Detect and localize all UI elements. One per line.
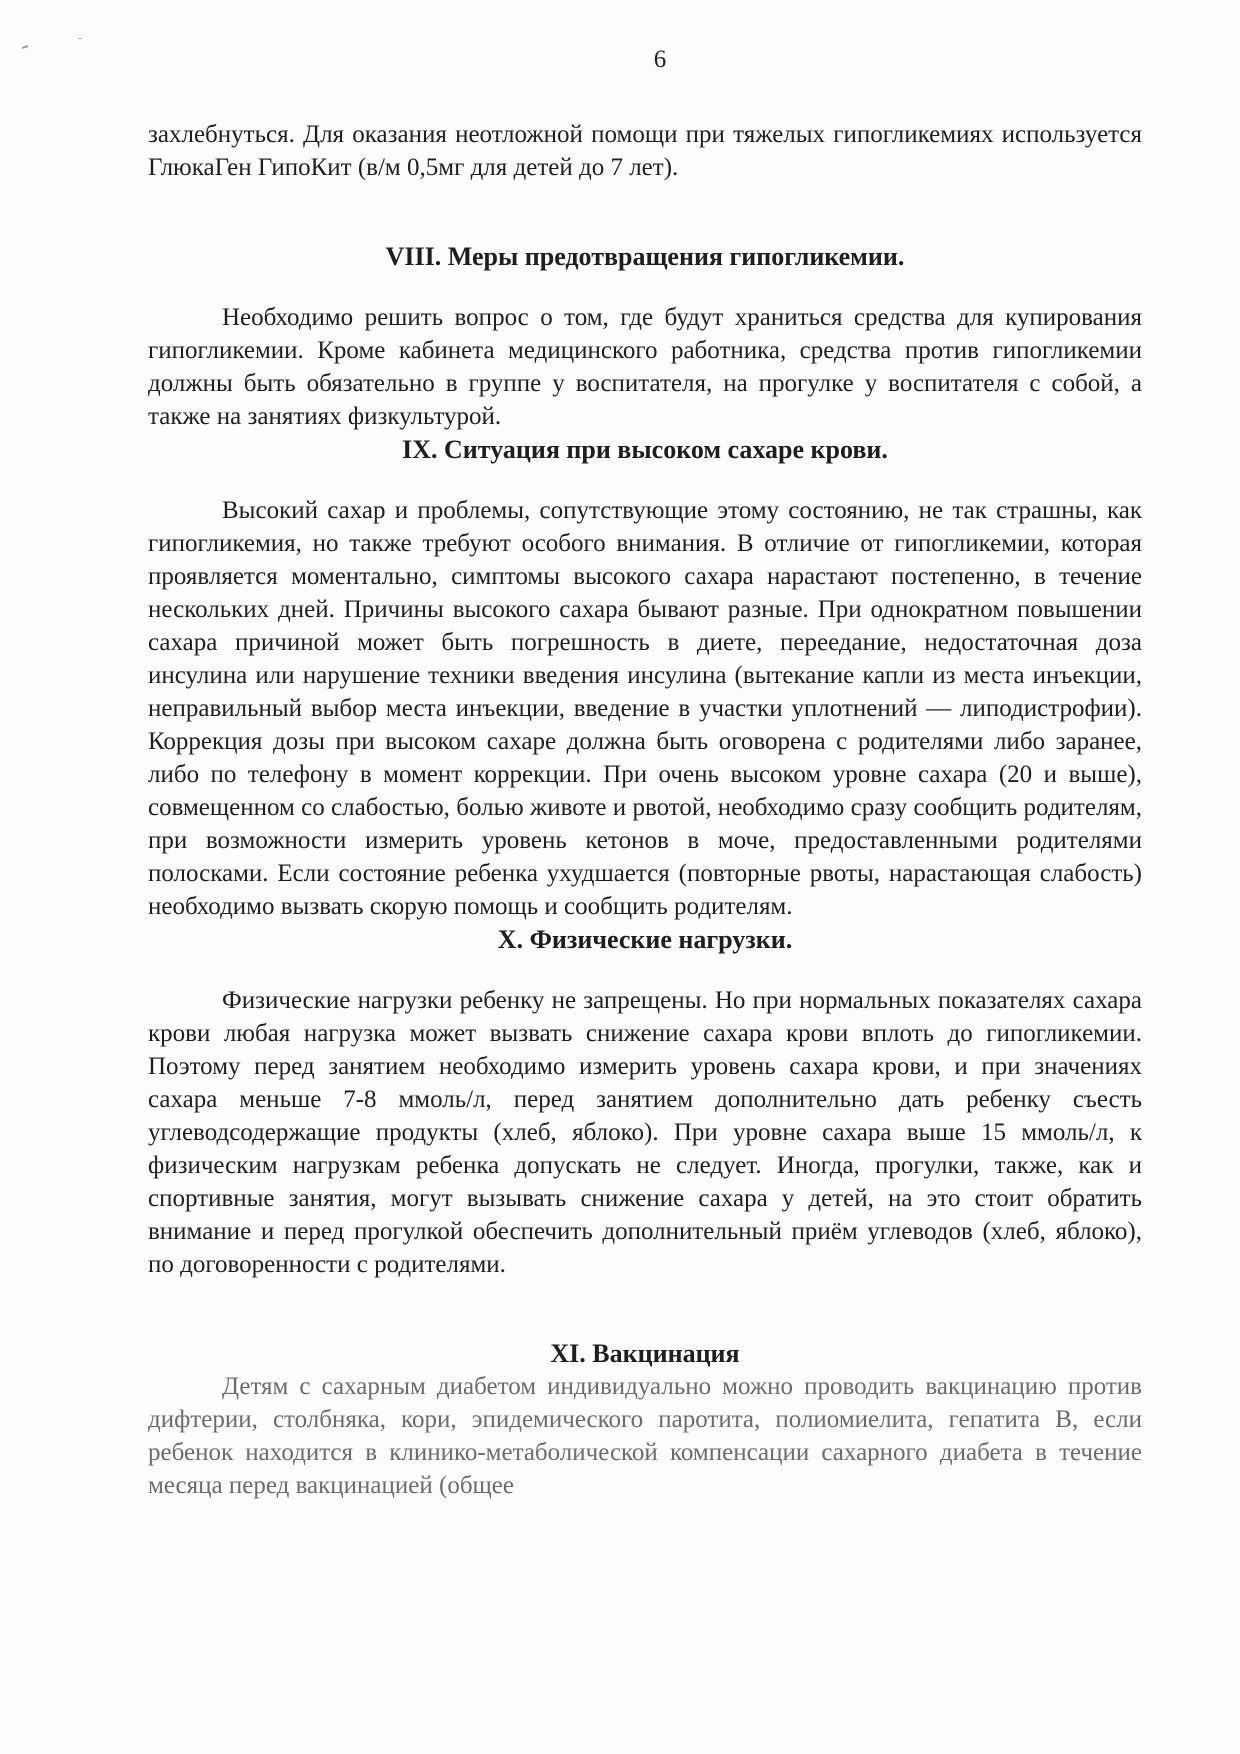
section-heading-physical-activity: X. Физические нагрузки.	[497, 925, 793, 954]
intro-paragraph: захлебнуться. Для оказания неотложной помощи при тяжелых гипогликемиях используется ГлюкаГен ГипоКит (в/м 0,5мг для детей до 7 лет).	[148, 121, 1142, 181]
section-heading-vaccination: XI. Вакцинация	[550, 1339, 740, 1368]
section-heading-prevention: VIII. Меры предотвращения гипогликемии.	[385, 242, 905, 271]
section-paragraph-physical-activity: Физические нагрузки ребенку не запрещены. Но при нормальных показателях сахара крови любая нагрузка может вызвать снижение сахара крови вплоть до гипогликемии. Поэтому перед занятием необходимо измерить уровень сахара крови, и при значениях сахара меньше 7-8 ммоль/л, перед занятием дополнительно дать ребенку съесть углеводсодержащие продукты (хлеб, яблоко). При уровне сахара выше 15 ммоль/л, к физическим нагрузкам ребенка допускать не следует. Иногда, прогулки, также, как и спортивные занятия, могут вызывать снижение сахара у детей, на это стоит обратить внимание и перед прогулкой обеспечить дополнительный приём углеводов (хлеб, яблоко), по договоренности с родителями.	[148, 987, 1142, 1278]
section-paragraph-high-sugar: Высокий сахар и проблемы, сопутствующие этому состоянию, не так страшны, как гипогликемия, но также требуют особого внимания. В отличие от гипогликемии, которая проявляется моментально, симптомы высокого сахара нарастают постепенно, в течение нескольких дней. Причины высокого сахара бывают разные. При однократном повышении сахара причиной может быть погрешность в диете, переедание, недостаточная доза инсулина или нарушение техники введения инсулина (вытекание капли из места инъекции, неправильный выбор места инъекции, введение в участки уплотнений — липодистрофии). Коррекция дозы при высоком сахаре должна быть оговорена с родителями либо заранее, либо по телефону в момент коррекции. При очень высоком уровне сахара (20 и выше), совмещенном со слабостью, болью животе и рвотой, необходимо сразу сообщить родителям, при возможности измерить уровень кетонов в моче, предоставленными родителями полосками. Если состояние ребенка ухудшается (повторные рвоты, нарастающая слабость) необходимо вызвать скорую помощь и сообщить родителям.	[148, 497, 1142, 920]
page-number: 6	[653, 46, 667, 73]
section-paragraph-prevention: Необходимо решить вопрос о том, где будут храниться средства для купирования гипогликемии. Кроме кабинета медицинского работника, средства против гипогликемии должны быть обязательно в группе у воспитателя, на прогулке у воспитателя с собой, а также на занятиях физкультурой.	[148, 304, 1142, 430]
section-heading-high-sugar: IX. Ситуация при высоком сахаре крови.	[402, 435, 888, 464]
document-body	[148, 118, 1142, 1502]
scan-speck	[78, 38, 82, 39]
section-paragraph-vaccination: Детям с сахарным диабетом индивидуально можно проводить вакцинацию против дифтерии, столбняка, кори, эпидемического паротита, полиомиелита, гепатита В, если ребенок находится в клинико-метаболической компенсации сахарного диабета в течение месяца перед вакцинацией (общее	[148, 1373, 1142, 1499]
